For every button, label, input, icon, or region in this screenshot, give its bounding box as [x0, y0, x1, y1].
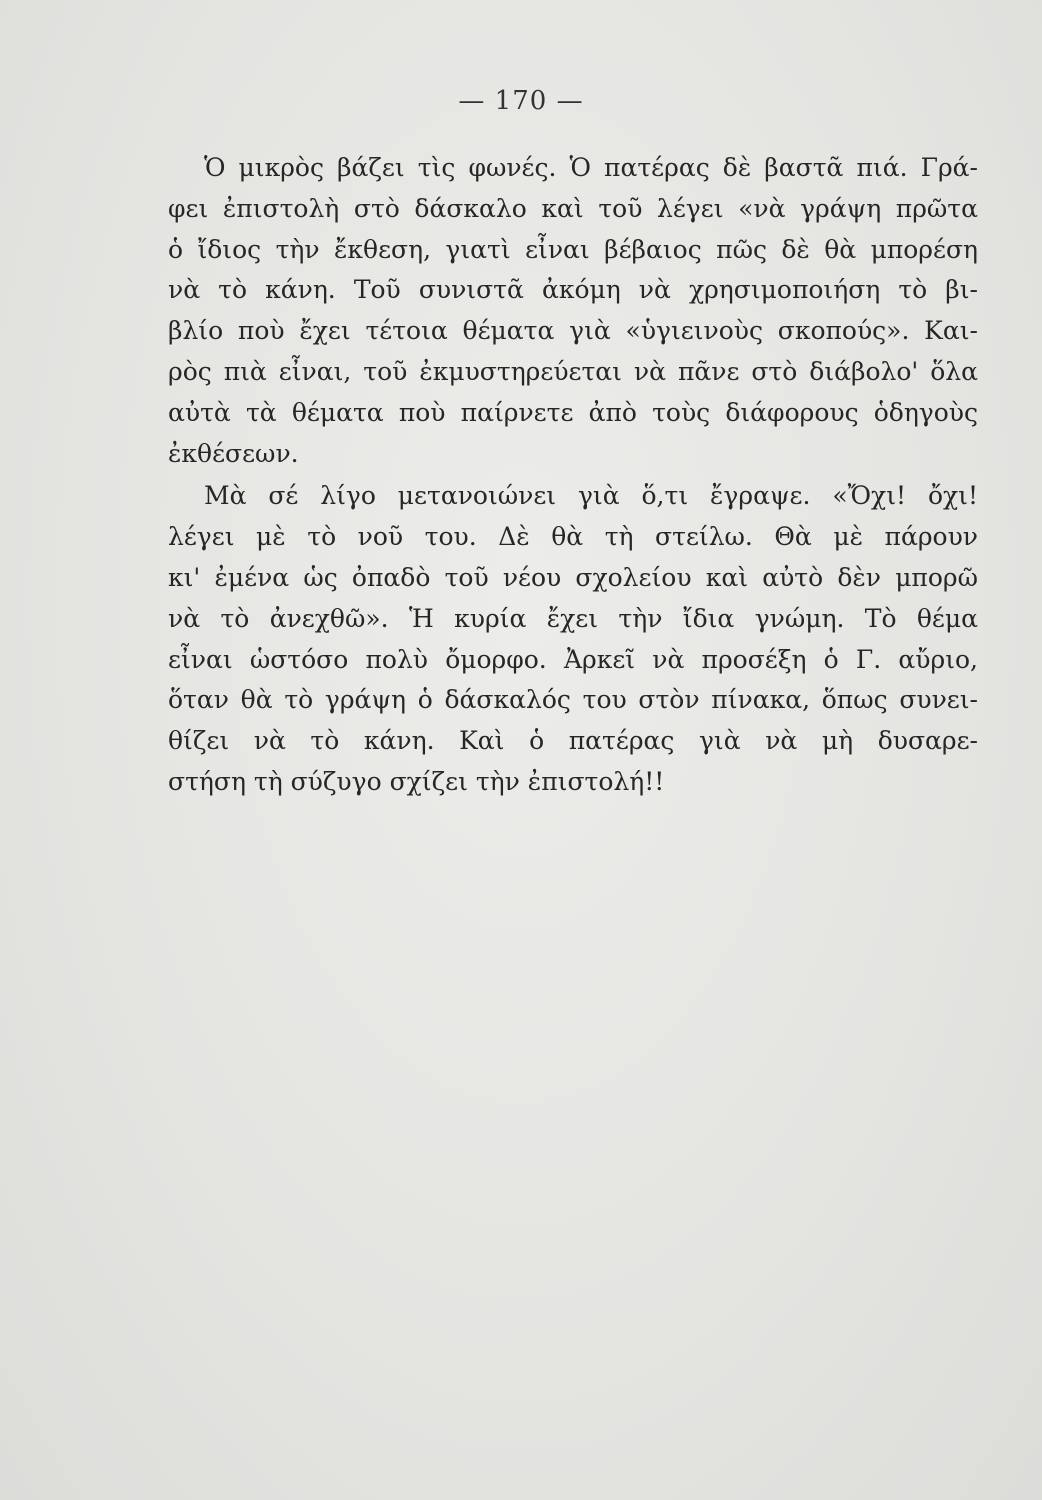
text-line: ρὸς πιὰ εἶναι, τοῦ ἐκμυστηρεύεται νὰ πᾶνε στὸ διάβολο' ὅλα: [168, 356, 978, 386]
text-line: στήση τὴ σύζυγο σχίζει τὴν ἐπιστολή!!: [168, 766, 665, 796]
text-line: Μὰ σέ λίγο μετανοιώνει γιὰ ὅ,τι ἔγραψε. «Ὄχι! ὄχι!: [204, 481, 978, 511]
text-line: θίζει νὰ τὸ κάνη. Καὶ ὁ πατέρας γιὰ νὰ μὴ δυσαρε-: [168, 726, 978, 756]
body-text: [168, 148, 978, 803]
paragraph-1: [168, 148, 978, 474]
paragraph-2: [168, 476, 978, 802]
text-line: νὰ τὸ ἀνεχθῶ». Ἡ κυρία ἔχει τὴν ἴδια γνώμη. Τὸ θέμα: [168, 603, 978, 633]
text-line: Ὁ μικρὸς βάζει τὶς φωνές. Ὁ πατέρας δὲ βαστᾶ πιά. Γρά-: [204, 153, 978, 182]
text-line: νὰ τὸ κάνη. Τοῦ συνιστᾶ ἀκόμη νὰ χρησιμοποιήση τὸ βι-: [168, 275, 978, 305]
text-line: ὅταν θὰ τὸ γράψη ὁ δάσκαλός του στὸν πίνακα, ὅπως συνει-: [168, 685, 978, 715]
text-line: βλίο ποὺ ἔχει τέτοια θέματα γιὰ «ὑγιεινοὺς σκοπούς». Και-: [168, 316, 978, 346]
text-line: φει ἐπιστολὴ στὸ δάσκαλο καὶ τοῦ λέγει «νὰ γράψη πρῶτα: [168, 193, 978, 223]
page-number: — 170 —: [458, 86, 584, 116]
text-line: κι' ἐμένα ὡς ὀπαδὸ τοῦ νέου σχολείου καὶ αὐτὸ δὲν μπορῶ: [168, 562, 978, 592]
text-line: λέγει μὲ τὸ νοῦ του. Δὲ θὰ τὴ στείλω. Θὰ μὲ πάρουν: [168, 522, 978, 552]
text-line: ἐκθέσεων.: [168, 438, 299, 468]
text-line: εἶναι ὡστόσο πολὺ ὄμορφο. Ἀρκεῖ νὰ προσέξη ὁ Γ. αὔριο,: [168, 644, 978, 674]
text-line: αὐτὰ τὰ θέματα ποὺ παίρνετε ἀπὸ τοὺς διάφορους ὁδηγοὺς: [168, 397, 978, 427]
text-line: ὁ ἴδιος τὴν ἔκθεση, γιατὶ εἶναι βέβαιος πῶς δὲ θὰ μπορέση: [168, 234, 978, 264]
